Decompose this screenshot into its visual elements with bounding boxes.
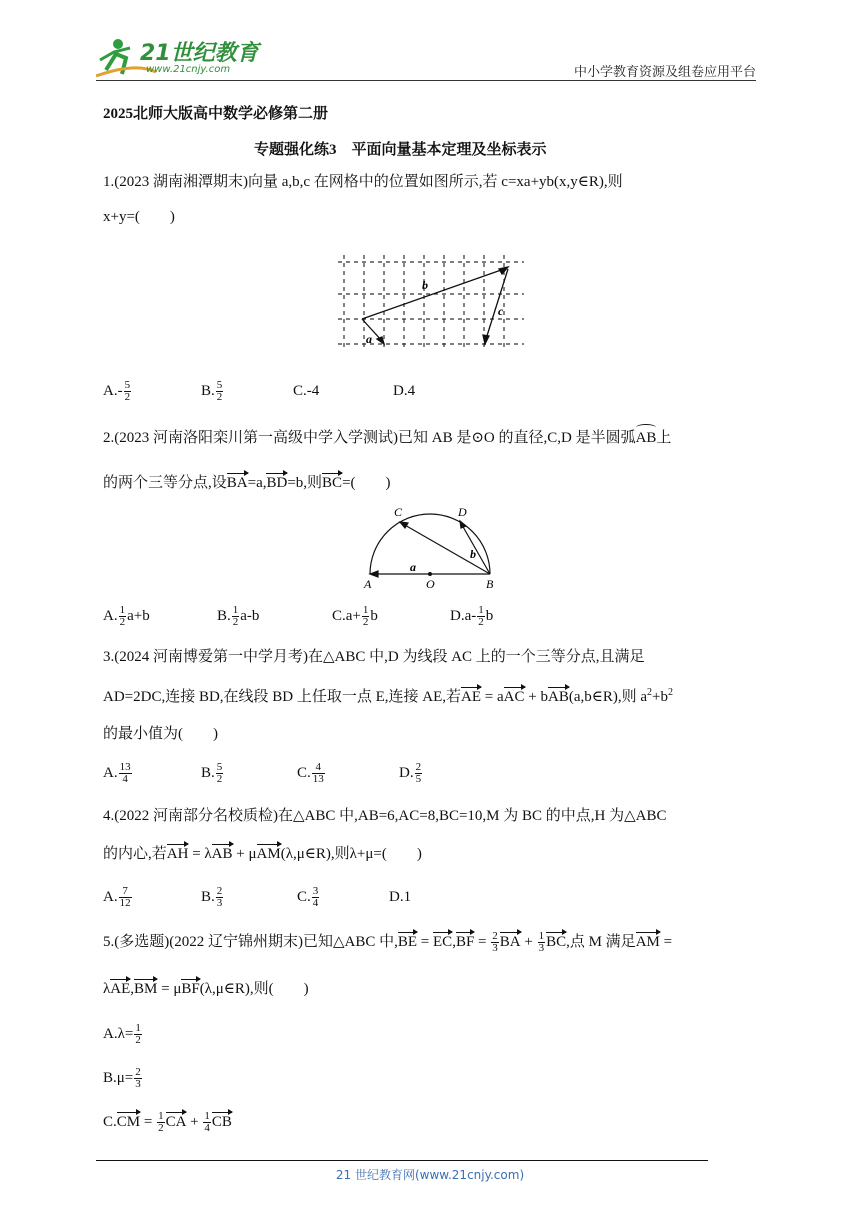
- vec-ba: BA: [227, 472, 248, 494]
- book-title: 2025北师大版高中数学必修第二册: [103, 106, 329, 122]
- site-tagline: 中小学教育资源及组卷应用平台: [573, 65, 756, 80]
- q2-option-d[interactable]: D.a- $\frac{1}{2}$ b: [450, 604, 494, 629]
- footer-text[interactable]: 21 世纪教育网(www.21cnjy.com): [335, 1168, 525, 1182]
- q1-option-c[interactable]: C.-4: [293, 383, 320, 399]
- q4-option-b[interactable]: B. $\frac{2}{3}$: [201, 885, 223, 910]
- q4-options: [103, 886, 411, 909]
- logo-url: www.21cnjy.com: [146, 64, 231, 75]
- q3-stem-line2: AD=2DC,连接 BD,在线段 BD 上任取一点 E,连接 AE,若AE = aAC + bAB(a,b∈R),则 $a^2+b^2$: [103, 682, 673, 708]
- q2-stem-line1: 2.(2023 河南洛阳栾川第一高级中学入学测试)已知 AB 是⊙O 的直径,C,D 是半圆弧AB上: [103, 427, 671, 449]
- vec-cm: CM: [117, 1111, 140, 1133]
- header-divider: [96, 80, 756, 81]
- q2-label-O: O: [426, 577, 435, 591]
- vec-bc: BC: [322, 472, 342, 494]
- q3-stem-line1: 3.(2024 河南博爱第一中学月考)在△ABC 中,D 为线段 AC 上的一个三等分点,且满足: [103, 649, 645, 665]
- q2-label-d: D: [458, 505, 467, 519]
- q4-stem-line2: 的内心,若AH = λAB + μAM(λ,μ∈R),则λ+μ=( ): [103, 843, 422, 865]
- vec-am: AM: [257, 843, 281, 865]
- q2-options: [103, 605, 493, 628]
- q2-stem-line2: 的两个三等分点,设BA=a,BD=b,则BC=( ): [103, 472, 391, 494]
- vec-bf-2: BF: [181, 978, 199, 1000]
- q1-stem-line2: x+y=( ): [103, 209, 175, 225]
- q1-grid-figure: [326, 253, 526, 353]
- vec-bm: BM: [134, 978, 157, 1000]
- vec-bd: BD: [266, 472, 287, 494]
- q4-option-d[interactable]: D.1: [389, 889, 412, 905]
- q1-option-d[interactable]: D.4: [393, 383, 416, 399]
- q5-stem-line1: 5.(多选题)(2022 辽宁锦州期末)已知△ABC 中,BE = EC,BF = $\frac{2}{3}$ BA + $\frac{1}{3}$ BC,点 M 满足AM =: [103, 930, 673, 955]
- q2-label-a-vec: a: [410, 560, 416, 574]
- vec-ae: AE: [461, 686, 481, 708]
- vec-cb: CB: [212, 1111, 232, 1133]
- q3-options: [103, 762, 423, 785]
- q1-options: [103, 380, 415, 403]
- vec-bf: BF: [456, 931, 474, 953]
- q3-option-b[interactable]: B. $\frac{5}{2}$: [201, 761, 223, 786]
- q2-label-c: C: [394, 505, 403, 519]
- vec-bc: BC: [546, 931, 566, 953]
- q4-option-c[interactable]: C. $\frac{3}{4}$: [297, 885, 319, 910]
- q2-semicircle-figure: [358, 500, 508, 592]
- q1-label-b: b: [422, 278, 428, 292]
- q1-stem-line1: 1.(2023 湖南湘潭期末)向量 a,b,c 在网格中的位置如图所示,若 c=xa+yb(x,y∈R),则: [103, 174, 623, 190]
- vec-ec: EC: [433, 931, 452, 953]
- vec-ac: AC: [504, 686, 525, 708]
- q2-label-B: B: [486, 577, 494, 591]
- q5-stem-line2: λAE,BM = μBF(λ,μ∈R),则( ): [103, 978, 309, 1000]
- q2-label-A: A: [364, 577, 372, 591]
- q4-option-a[interactable]: A. $\frac{7}{12}$: [103, 885, 131, 910]
- q3-option-a[interactable]: A. $\frac{13}{4}$: [103, 761, 131, 786]
- q1-label-a: a: [366, 332, 372, 346]
- q3-option-d[interactable]: D. $\frac{2}{5}$: [399, 761, 422, 786]
- q2-option-b[interactable]: B. $\frac{1}{2}$ a-b: [217, 604, 260, 629]
- q1-label-c: c: [498, 304, 504, 318]
- q2-label-b-vec: b: [470, 547, 476, 561]
- q1-option-b[interactable]: B. $\frac{5}{2}$: [201, 379, 223, 404]
- q5-option-a[interactable]: A.λ= $\frac{1}{2}$: [103, 1022, 141, 1047]
- vec-ah: AH: [167, 843, 189, 865]
- vec-be: BE: [398, 931, 417, 953]
- vec-ca: CA: [166, 1111, 187, 1133]
- arc-ab: AB: [636, 427, 657, 449]
- vec-am: AM: [636, 931, 660, 953]
- vec-ab: AB: [548, 686, 569, 708]
- vec-ab: AB: [212, 843, 233, 865]
- q2-option-c[interactable]: C.a+ $\frac{1}{2}$ b: [332, 604, 378, 629]
- section-title: 专题强化练3 平面向量基本定理及坐标表示: [254, 142, 547, 158]
- q4-stem-line1: 4.(2022 河南部分名校质检)在△ABC 中,AB=6,AC=8,BC=10,M 为 BC 的中点,H 为△ABC: [103, 808, 667, 824]
- q2-option-a[interactable]: A. $\frac{1}{2}$ a+b: [103, 604, 150, 629]
- logo-text: 21世纪教育: [140, 41, 259, 66]
- q3-option-c[interactable]: C. $\frac{4}{13}$: [297, 761, 324, 786]
- q5-option-b[interactable]: B.μ= $\frac{2}{3}$: [103, 1066, 141, 1091]
- vec-ae: AE: [110, 978, 130, 1000]
- q1-option-a[interactable]: A.- $\frac{5}{2}$: [103, 379, 131, 404]
- footer-divider: [96, 1160, 708, 1161]
- vec-ba: BA: [500, 931, 521, 953]
- q5-option-c[interactable]: C.CM = $\frac{1}{2}$ CA + $\frac{1}{4}$ CB: [103, 1110, 232, 1135]
- q3-stem-line3: 的最小值为( ): [103, 726, 218, 742]
